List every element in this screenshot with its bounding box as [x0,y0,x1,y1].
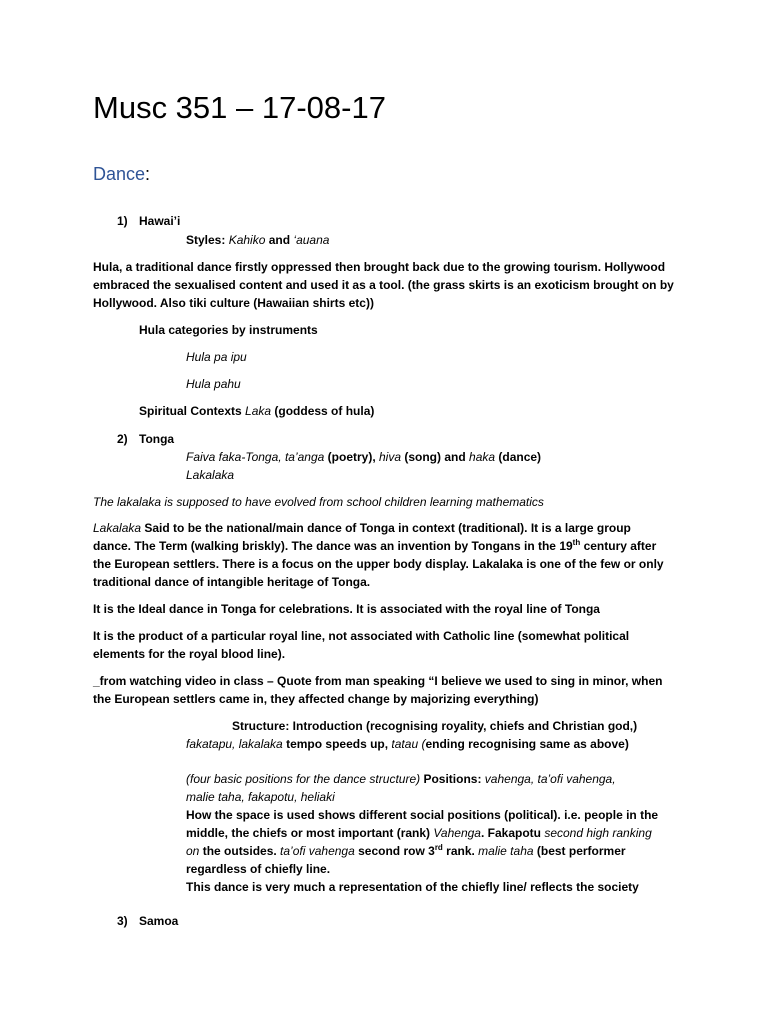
lakalaka-italic-note: The lakalaka is supposed to have evolved from school children learning mathematics [93,495,544,509]
tonga-lakalaka-line: Lakalaka [186,468,235,482]
lakalaka-paragraph-line-3: the European settlers. There is a focus on the upper body display. Lakalaka is one of the few or only [93,557,664,571]
hula-paragraph-line-3: Hollywood. Also tiki culture (Hawaiian shirts etc)) [93,296,374,310]
list-number-3: 3) [117,914,128,928]
list-item-samoa: Samoa [139,914,179,928]
positions-line-1: (four basic positions for the dance structure) Positions: vahenga, ta’ofi vahenga, [186,772,616,786]
lakalaka-paragraph-line-2: dance. The Term (walking briskly). The dance was an invention by Tongans in the 19th century after [93,538,657,553]
hula-pa-ipu: Hula pa ipu [186,350,247,364]
list-number-1: 1) [117,214,128,228]
positions-line-2: malie taha, fakapotu, heliaki [186,790,335,804]
hawaii-styles-line: Styles: Kahiko and ‘auana [186,233,330,247]
product-paragraph-line-1: It is the product of a particular royal line, not associated with Catholic line (somewhat political [93,629,630,643]
product-paragraph-line-2: elements for the royal blood line). [93,647,286,661]
page-title: Musc 351 – 17-08-17 [93,90,386,125]
list-item-hawaii: Hawai’i [139,214,181,228]
tonga-forms-line: Faiva faka-Tonga, ta’anga (poetry), hiva (song) and haka (dance) [186,450,542,464]
positions-line-6: regardless of chiefly line. [186,862,331,876]
heading-text: Dance [93,164,146,184]
hula-categories-heading: Hula categories by instruments [139,323,318,337]
lakalaka-paragraph-line-4: traditional dance of intangible heritage of Tonga. [93,575,371,589]
heading-colon: : [145,164,151,184]
list-number-2: 2) [117,432,128,446]
hula-paragraph-line-1: Hula, a traditional dance firstly oppressed then brought back due to the growing tourism. Hollywood [93,260,666,274]
section-heading [93,162,150,186]
positions-line-3: How the space is used shows different social positions (political). i.e. people in the [186,808,659,822]
video-paragraph-line-2: the European settlers came in, they affected change by majorizing everything) [93,692,539,706]
structure-line-1: Structure: Introduction (recognising royality, chiefs and Christian god,) [232,719,638,733]
spiritual-contexts-line: Spiritual Contexts Laka (goddess of hula) [139,404,375,418]
list-item-tonga: Tonga [139,432,175,446]
positions-line-5: on the outsides. ta’ofi vahenga second row 3rd rank. malie taha (best performer [186,843,626,858]
lakalaka-paragraph-line-1: Lakalaka Said to be the national/main dance of Tonga in context (traditional). It is a large group [93,521,631,535]
positions-line-7: This dance is very much a representation of the chiefly line/ reflects the society [186,880,639,894]
structure-line-2: fakatapu, lakalaka tempo speeds up, tatau (ending recognising same as above) [186,737,629,751]
hula-paragraph-line-2: embraced the sexualised content and used it as a tool. (the grass skirts is an exoticism brought on by [93,278,674,292]
hula-pahu: Hula pahu [186,377,241,391]
video-paragraph-line-1: _from watching video in class – Quote from man speaking “I believe we used to sing in minor, when [93,674,663,688]
positions-line-4: middle, the chiefs or most important (rank) Vahenga. Fakapotu second high ranking [186,826,652,840]
ideal-dance-line: It is the Ideal dance in Tonga for celebrations. It is associated with the royal line of Tonga [93,602,600,616]
